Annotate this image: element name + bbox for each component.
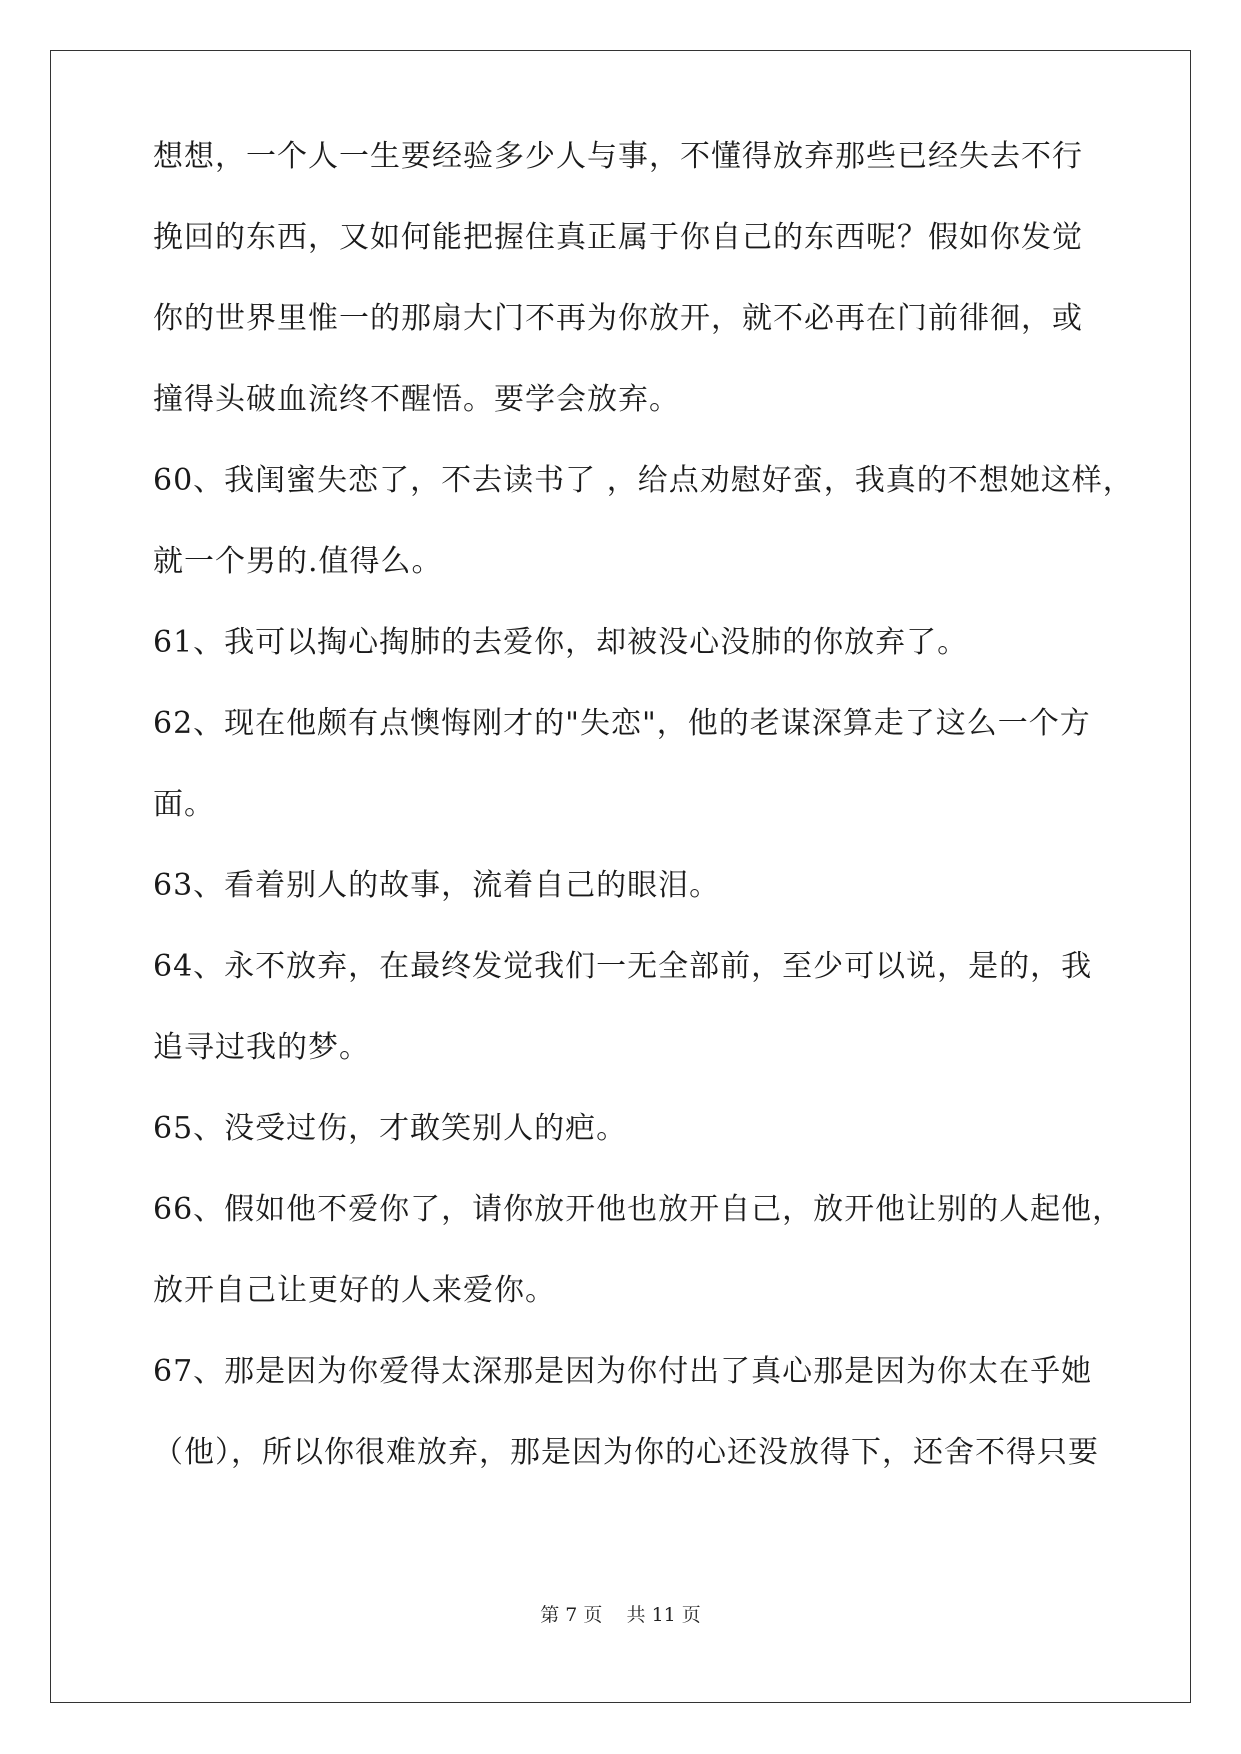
page-number-footer: 第 7 页 共 11 页 (540, 1604, 701, 1626)
text-line: 你的世界里惟一的那扇大门不再为你放开，就不必再在门前徘徊，或 (153, 301, 1083, 336)
text-line: 挽回的东西，又如何能把握住真正属于你自己的东西呢？假如你发觉 (153, 220, 1083, 255)
text-line: 就一个男的.值得么。 (153, 544, 443, 579)
text-line: 63、看着别人的故事，流着自己的眼泪。 (153, 868, 721, 903)
text-line: 62、现在他颇有点懊悔刚才的"失恋"，他的老谋深算走了这么一个方 (153, 706, 1091, 741)
text-line: 撞得头破血流终不醒悟。要学会放弃。 (153, 382, 680, 417)
text-line: 面。 (153, 787, 215, 822)
document-body (153, 139, 1134, 1493)
text-line: 放开自己让更好的人来爱你。 (153, 1273, 556, 1308)
text-line: 追寻过我的梦。 (153, 1030, 370, 1065)
text-line: 66、假如他不爱你了，请你放开他也放开自己，放开他让别的人起他， (153, 1192, 1124, 1227)
text-line: （他），所以你很难放弃，那是因为你的心还没放得下，还舍不得只要 (153, 1435, 1099, 1470)
text-line: 想想，一个人一生要经验多少人与事，不懂得放弃那些已经失去不行 (153, 139, 1083, 174)
text-line: 60、我闺蜜失恋了，不去读书了 ，给点劝慰好蛮，我真的不想她这样， (153, 463, 1134, 498)
text-line: 64、永不放弃，在最终发觉我们一无全部前，至少可以说，是的，我 (153, 949, 1093, 984)
text-line: 67、那是因为你爱得太深那是因为你付出了真心那是因为你太在乎她 (153, 1354, 1093, 1389)
text-line: 65、没受过伤，才敢笑别人的疤。 (153, 1111, 628, 1146)
text-line: 61、我可以掏心掏肺的去爱你，却被没心没肺的你放弃了。 (153, 625, 969, 660)
